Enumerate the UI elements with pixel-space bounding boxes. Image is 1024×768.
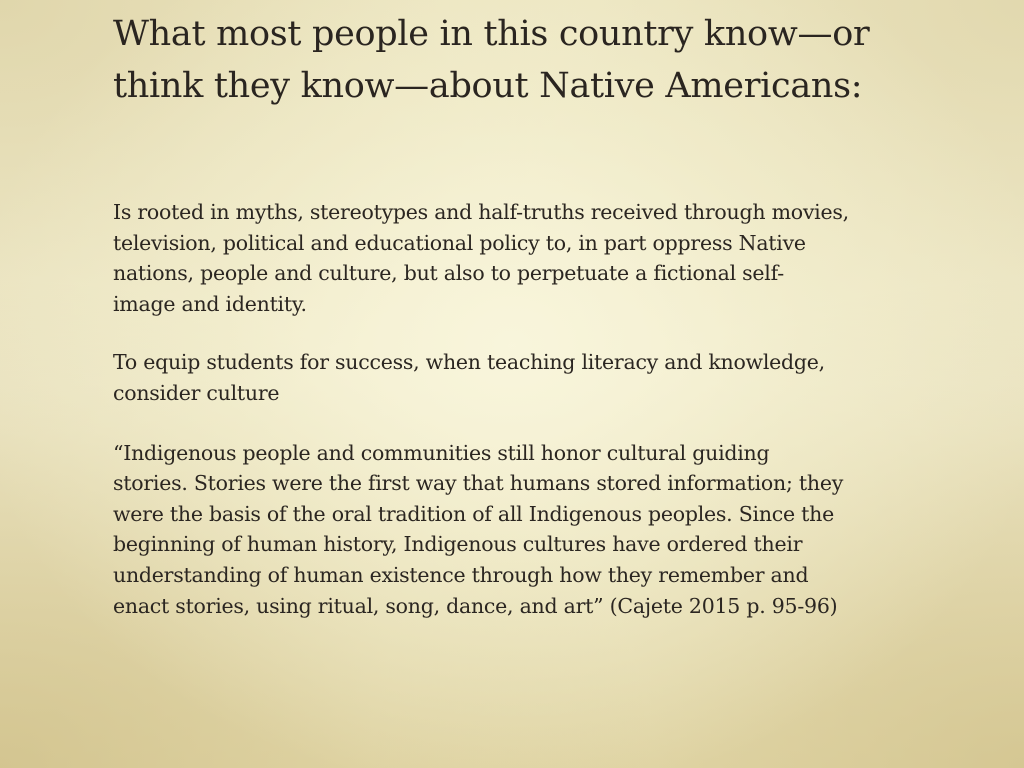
slide-title — [113, 8, 973, 112]
paragraph-myths — [113, 197, 993, 319]
paragraph-equip-students — [113, 347, 993, 408]
text-line: television, political and educational policy to, in part oppress Native — [113, 230, 806, 255]
text-line: stories. Stories were the first way that humans stored information; they — [113, 471, 844, 496]
paragraph-cajete-quote — [113, 438, 993, 622]
text-line: Is rooted in myths, stereotypes and half-truths received through movies, — [113, 200, 849, 224]
text-line: consider culture — [113, 380, 280, 405]
slide-title-line-1: What most people in this country know—or — [113, 14, 870, 54]
text-line: To equip students for success, when teaching literacy and knowledge, — [113, 350, 825, 375]
text-line: nations, people and culture, but also to perpetuate a fictional self- — [113, 261, 784, 286]
text-line: enact stories, using ritual, song, dance, and art” (Cajete 2015 p. 95-96) — [113, 593, 838, 618]
slide-body — [113, 197, 993, 621]
text-line: beginning of human history, Indigenous cultures have ordered their — [113, 532, 803, 557]
text-line: image and identity. — [113, 291, 307, 316]
slide-title-line-2: think they know—about Native Americans: — [113, 66, 863, 106]
text-line: understanding of human existence through how they remember and — [113, 562, 809, 587]
text-line: “Indigenous people and communities still honor cultural guiding — [113, 440, 770, 465]
text-line: were the basis of the oral tradition of all Indigenous peoples. Since the — [113, 501, 834, 526]
